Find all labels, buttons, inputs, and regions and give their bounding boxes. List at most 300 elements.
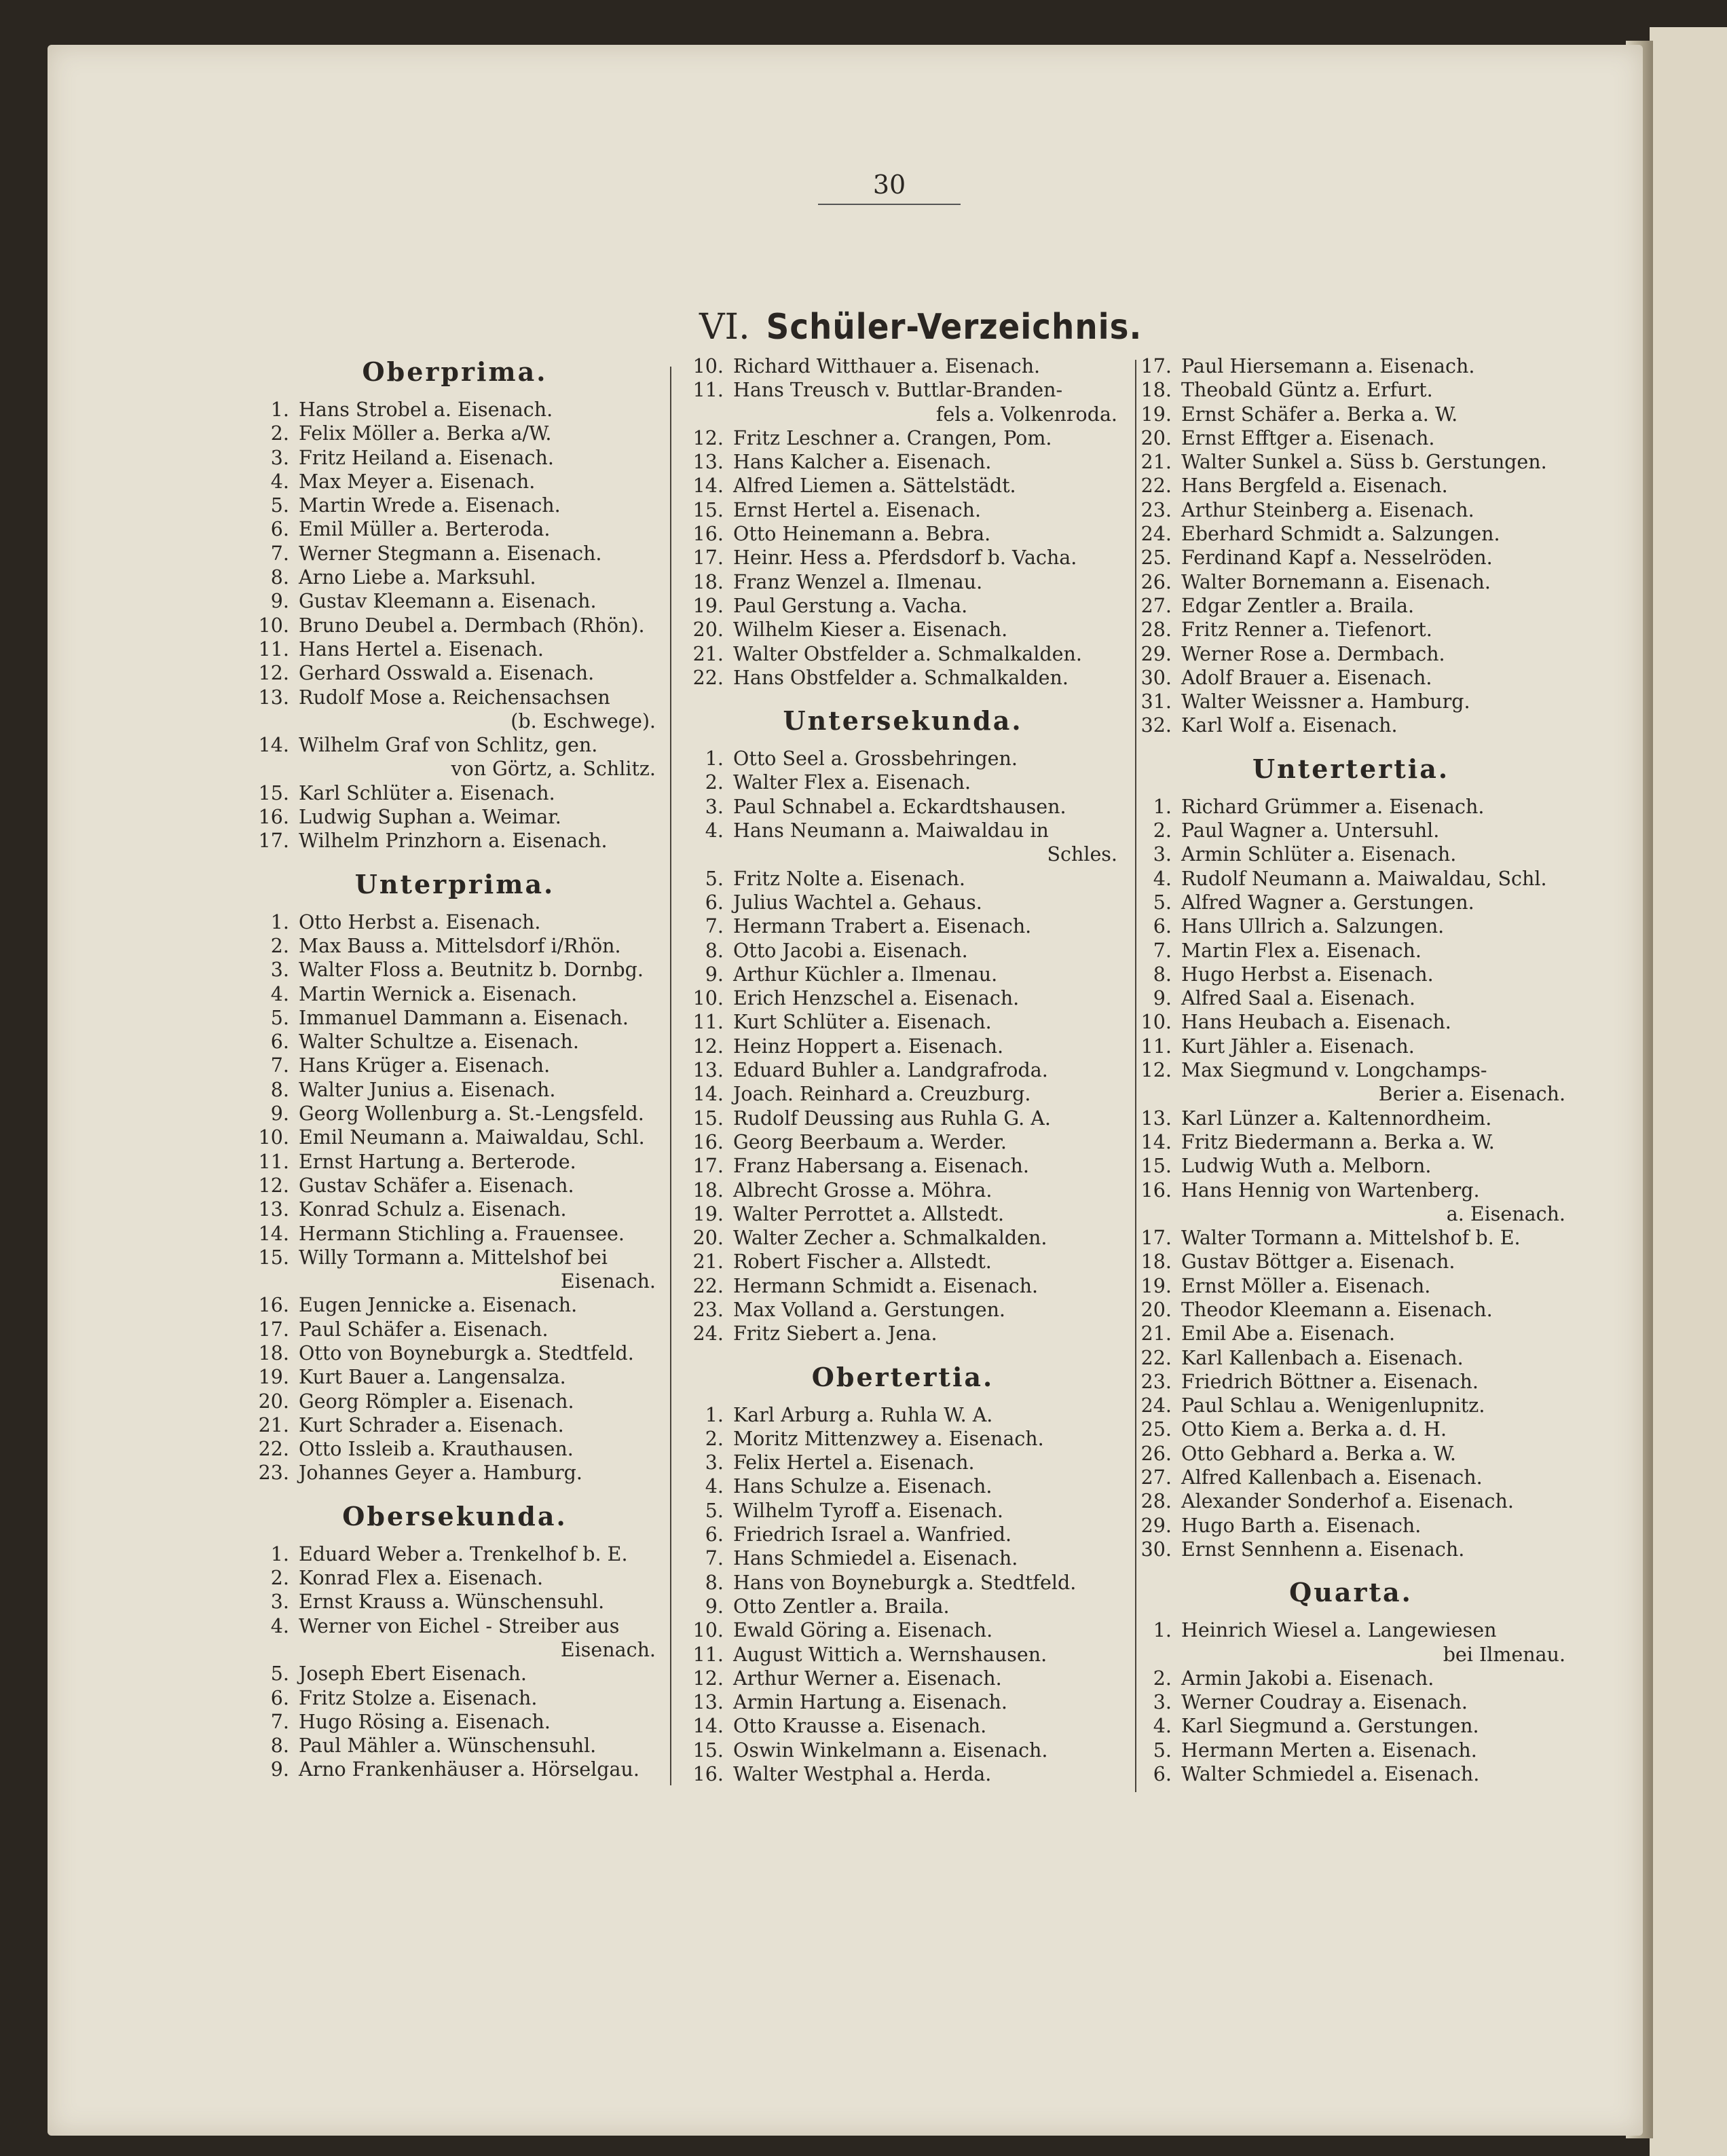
entry-number: 4.	[270, 1614, 289, 1637]
entry-number: 15.	[258, 1246, 289, 1269]
list-item	[251, 910, 658, 934]
entry-number: 9.	[705, 963, 724, 986]
entry-text: Hermann Trabert a. Eisenach.	[733, 915, 1032, 938]
entry-number: 14.	[258, 734, 289, 757]
entry-text: Werner Rose a. Dermbach.	[1181, 642, 1445, 665]
entry-number: 4.	[705, 819, 724, 842]
list-item	[1134, 1154, 1568, 1178]
list-item	[686, 1154, 1120, 1178]
entry-number: 20.	[692, 1227, 724, 1250]
entry-text: Emil Neumann a. Maiwaldau, Schl.	[299, 1126, 645, 1149]
entry-text: Walter Bornemann a. Eisenach.	[1181, 570, 1491, 593]
list-item	[251, 1197, 658, 1221]
list-item	[251, 934, 658, 958]
entry-text: Walter Weissner a. Hamburg.	[1181, 690, 1470, 713]
list-item	[686, 1202, 1120, 1226]
entry-text: Arthur Steinberg a. Eisenach.	[1181, 498, 1474, 521]
list-item	[686, 426, 1120, 450]
entry-number: 5.	[270, 1662, 289, 1686]
entry-number: 22.	[258, 1438, 289, 1461]
list-item	[251, 1006, 658, 1030]
list-item	[686, 1107, 1120, 1130]
list-item	[251, 982, 658, 1006]
entry-number: 5.	[705, 867, 724, 890]
entry-text: Karl Arburg a. Ruhla W. A.	[733, 1403, 993, 1426]
list-item	[686, 570, 1120, 594]
list-item	[686, 1546, 1120, 1570]
entry-text: Kurt Jähler a. Eisenach.	[1181, 1035, 1415, 1058]
entry-text: Alexander Sonderhof a. Eisenach.	[1181, 1490, 1514, 1513]
entry-number: 13.	[258, 686, 289, 709]
entry-text: Friedrich Böttner a. Eisenach.	[1181, 1370, 1479, 1393]
entry-text: Hans Treusch v. Buttlar-Branden-	[733, 379, 1063, 402]
entry-text: Otto von Boyneburgk a. Stedtfeld.	[299, 1341, 634, 1364]
entry-text: Heinr. Hess a. Pferdsdorf b. Vacha.	[733, 546, 1077, 570]
list-item	[1134, 1489, 1568, 1513]
list-item	[686, 747, 1120, 770]
entry-number: 21.	[692, 642, 724, 665]
entry-text: Otto Herbst a. Eisenach.	[299, 910, 541, 933]
entry-number: 2.	[270, 422, 289, 445]
entry-text: Karl Schlüter a. Eisenach.	[299, 781, 555, 804]
list-item	[251, 1102, 658, 1126]
entry-number: 31.	[1140, 690, 1172, 713]
entry-text: Kurt Schrader a. Eisenach.	[299, 1413, 564, 1436]
entry-text: Otto Krausse a. Eisenach.	[733, 1715, 987, 1738]
entry-number: 30.	[1140, 666, 1172, 689]
entry-text: Arthur Küchler a. Ilmenau.	[733, 963, 998, 986]
list-item	[1134, 1274, 1568, 1298]
entry-number: 13.	[258, 1198, 289, 1221]
entry-number: 14.	[258, 1222, 289, 1245]
list-item	[1134, 570, 1568, 594]
entry-text: Fritz Heiland a. Eisenach.	[299, 446, 554, 469]
list-item	[686, 1010, 1120, 1034]
entry-number: 3.	[1153, 1691, 1172, 1714]
entry-number: 5.	[1153, 891, 1172, 914]
entry-text: Karl Kallenbach a. Eisenach.	[1181, 1346, 1464, 1369]
list-item	[1134, 1035, 1568, 1058]
page-number: 30	[872, 170, 906, 200]
entry-number: 5.	[270, 1006, 289, 1029]
list-item	[1134, 450, 1568, 474]
list-item	[251, 542, 658, 565]
entry-number: 18.	[258, 1341, 289, 1364]
list-item	[251, 1390, 658, 1413]
entry-text: Oswin Winkelmann a. Eisenach.	[733, 1739, 1048, 1762]
list-item	[251, 1686, 658, 1710]
entry-number: 3.	[705, 795, 724, 818]
entry-number: 13.	[692, 451, 724, 474]
entry-text: Ludwig Suphan a. Weimar.	[299, 806, 561, 829]
entry-number: 15.	[692, 498, 724, 521]
entry-number: 2.	[270, 1567, 289, 1590]
entry-text: Konrad Schulz a. Eisenach.	[299, 1198, 567, 1221]
list-item	[1134, 867, 1568, 891]
entry-number: 16.	[692, 523, 724, 546]
entry-text: Hans Strobel a. Eisenach.	[299, 398, 553, 421]
entry-text: Armin Jakobi a. Eisenach.	[1181, 1667, 1434, 1690]
entry-text: Emil Müller a. Berteroda.	[299, 518, 551, 541]
entry-text: Heinrich Wiesel a. Langewiesen	[1181, 1619, 1497, 1642]
entry-text: Georg Beerbaum a. Werder.	[733, 1130, 1007, 1153]
entry-number: 7.	[270, 1710, 289, 1733]
entry-text: Heinz Hoppert a. Eisenach.	[733, 1035, 1004, 1058]
entry-number: 11.	[692, 1011, 724, 1034]
list-item	[686, 914, 1120, 938]
list-item	[251, 1662, 658, 1686]
entry-number: 3.	[270, 1591, 289, 1614]
entry-text: Martin Wrede a. Eisenach.	[299, 494, 561, 517]
entry-number: 5.	[270, 494, 289, 517]
entry-text: Otto Kiem a. Berka a. d. H.	[1181, 1418, 1447, 1441]
entry-number: 15.	[1140, 1155, 1172, 1178]
list-item	[1134, 1250, 1568, 1274]
entry-text: Wilhelm Tyroff a. Eisenach.	[733, 1499, 1003, 1522]
list-item	[1134, 1514, 1568, 1538]
list-item	[1134, 1618, 1568, 1642]
entry-text: Wilhelm Graf von Schlitz, gen.	[299, 734, 598, 757]
entry-number: 22.	[692, 1274, 724, 1297]
list-item	[686, 1714, 1120, 1738]
list-item	[1134, 642, 1568, 666]
adjacent-page	[1650, 27, 1727, 2156]
list-item	[1134, 1538, 1568, 1561]
entry-number: 6.	[705, 891, 724, 914]
list-item	[1134, 378, 1568, 402]
list-item	[686, 1427, 1120, 1451]
entry-number: 16.	[1140, 1178, 1172, 1202]
chapter-heading	[699, 307, 1143, 348]
entry-text: Hans Ullrich a. Salzungen.	[1181, 915, 1445, 938]
list-item	[1134, 1442, 1568, 1466]
list-item	[686, 1274, 1120, 1298]
entry-number: 3.	[1153, 843, 1172, 866]
column-2	[686, 354, 1120, 1786]
list-item	[1134, 522, 1568, 546]
list-item	[686, 1739, 1120, 1762]
list-item	[686, 1403, 1120, 1427]
entry-number: 18.	[692, 570, 724, 593]
entry-number: 14.	[692, 1715, 724, 1738]
list-item	[1134, 986, 1568, 1010]
list-item	[686, 1595, 1120, 1618]
entry-number: 24.	[1140, 523, 1172, 546]
list-item	[1134, 842, 1568, 866]
entry-continuation: von Görtz, a. Schlitz.	[451, 758, 656, 781]
list-item	[686, 618, 1120, 642]
entry-number: 20.	[1140, 426, 1172, 449]
list-item	[251, 494, 658, 517]
list-item	[251, 958, 658, 982]
entry-number: 12.	[258, 662, 289, 685]
entry-text: Walter Schmiedel a. Eisenach.	[1181, 1763, 1480, 1786]
list-item	[686, 1523, 1120, 1546]
entry-text: Arno Frankenhäuser a. Hörselgau.	[299, 1758, 639, 1781]
entry-text: Walter Zecher a. Schmalkalden.	[733, 1227, 1047, 1250]
entry-number: 18.	[1140, 1250, 1172, 1274]
entry-number: 1.	[270, 1542, 289, 1565]
list-item	[686, 642, 1120, 666]
entry-number: 18.	[692, 1178, 724, 1202]
list-item	[1134, 426, 1568, 450]
entry-number: 30.	[1140, 1538, 1172, 1561]
entry-number: 11.	[1140, 1035, 1172, 1058]
list-item	[1134, 1107, 1568, 1130]
entry-number: 4.	[1153, 1715, 1172, 1738]
entry-continuation: (b. Eschwege).	[510, 709, 656, 732]
section-title: Untertertia.	[1252, 753, 1450, 784]
list-item	[686, 378, 1120, 402]
entry-text: Felix Hertel a. Eisenach.	[733, 1451, 975, 1474]
entry-text: Theobald Güntz a. Erfurt.	[1181, 379, 1433, 402]
entry-number: 21.	[1140, 1322, 1172, 1345]
list-item	[686, 474, 1120, 498]
entry-number: 2.	[705, 771, 724, 794]
entry-number: 2.	[270, 934, 289, 957]
entry-number: 7.	[270, 542, 289, 565]
entry-number: 4.	[270, 982, 289, 1005]
entry-number: 19.	[692, 594, 724, 617]
entry-number: 12.	[692, 426, 724, 449]
entry-number: 7.	[705, 1547, 724, 1570]
list-item	[1134, 1298, 1568, 1322]
entry-number: 19.	[1140, 1274, 1172, 1297]
entry-number: 12.	[692, 1035, 724, 1058]
list-item	[251, 637, 658, 661]
list-item	[251, 1365, 658, 1389]
entry-text: Eduard Buhler a. Landgrafroda.	[733, 1059, 1048, 1082]
list-item	[1134, 666, 1568, 690]
list-item	[686, 1130, 1120, 1154]
list-item	[1134, 690, 1568, 713]
entry-number: 4.	[705, 1475, 724, 1498]
list-item	[1134, 819, 1568, 842]
entry-text: Joseph Ebert Eisenach.	[299, 1662, 527, 1686]
page-number-rule	[818, 204, 961, 205]
entry-text: Johannes Geyer a. Hamburg.	[299, 1462, 582, 1485]
entry-number: 7.	[705, 915, 724, 938]
list-item	[686, 1035, 1120, 1058]
list-item	[251, 1150, 658, 1174]
entry-text: Richard Grümmer a. Eisenach.	[1181, 795, 1485, 818]
entry-text: Emil Abe a. Eisenach.	[1181, 1322, 1396, 1345]
entry-number: 21.	[692, 1250, 724, 1274]
list-item	[1134, 1322, 1568, 1345]
list-item	[1134, 1762, 1568, 1786]
entry-number: 14.	[692, 1083, 724, 1106]
list-item	[686, 1499, 1120, 1523]
entry-number: 6.	[1153, 915, 1172, 938]
entry-number: 20.	[692, 618, 724, 642]
column-divider-left	[670, 367, 671, 1785]
entry-number: 12.	[1140, 1059, 1172, 1082]
entry-text: Hermann Merten a. Eisenach.	[1181, 1739, 1477, 1762]
entry-number: 9.	[270, 1758, 289, 1781]
list-item	[686, 867, 1120, 891]
entry-number: 21.	[1140, 451, 1172, 474]
list-item	[686, 522, 1120, 546]
list-item	[686, 498, 1120, 522]
list-item	[1134, 403, 1568, 426]
list-item	[1134, 1714, 1568, 1738]
list-item	[251, 1126, 658, 1149]
entry-text: Gustav Schäfer a. Eisenach.	[299, 1174, 574, 1197]
column-3	[1134, 354, 1568, 1786]
entry-text: Robert Fischer a. Allstedt.	[733, 1250, 992, 1274]
entry-number: 2.	[705, 1427, 724, 1450]
entry-number: 11.	[692, 1643, 724, 1666]
entry-number: 9.	[705, 1595, 724, 1618]
entry-continuation: Eisenach.	[560, 1270, 656, 1293]
section-title: Obertertia.	[811, 1361, 995, 1392]
entry-number: 8.	[705, 1571, 724, 1594]
list-item	[251, 1614, 658, 1638]
list-item	[251, 517, 658, 541]
entry-text: Gustav Kleemann a. Eisenach.	[299, 590, 597, 613]
chapter-number: VI.	[699, 307, 750, 348]
entry-text: Karl Wolf a. Eisenach.	[1181, 714, 1398, 737]
entry-number: 8.	[270, 566, 289, 589]
list-item	[686, 546, 1120, 570]
entry-number: 5.	[1153, 1739, 1172, 1762]
entry-continuation: Eisenach.	[560, 1638, 656, 1661]
list-item	[251, 1246, 658, 1269]
entry-number: 22.	[1140, 475, 1172, 498]
entry-text: Walter Floss a. Beutnitz b. Dornbg.	[299, 959, 644, 982]
list-item	[686, 1250, 1120, 1274]
list-item	[1134, 354, 1568, 378]
entry-text: Hugo Herbst a. Eisenach.	[1181, 963, 1434, 986]
entry-text: Adolf Brauer a. Eisenach.	[1181, 666, 1432, 689]
entry-number: 1.	[270, 398, 289, 421]
list-item	[686, 1451, 1120, 1474]
entry-number: 23.	[258, 1462, 289, 1485]
entry-text: Walter Tormann a. Mittelshof b. E.	[1181, 1227, 1521, 1250]
entry-text: Gerhard Osswald a. Eisenach.	[299, 662, 595, 685]
entry-text: Max Bauss a. Mittelsdorf i/Rhön.	[299, 934, 621, 957]
entry-number: 10.	[258, 614, 289, 637]
entry-text: Eberhard Schmidt a. Salzungen.	[1181, 523, 1500, 546]
entry-text: Erich Henzschel a. Eisenach.	[733, 987, 1020, 1010]
entry-number: 20.	[258, 1390, 289, 1413]
entry-continuation: Schles.	[1047, 843, 1117, 866]
entry-number: 14.	[692, 475, 724, 498]
list-item	[686, 1474, 1120, 1498]
entry-number: 4.	[270, 470, 289, 493]
section-title: Oberprima.	[362, 356, 548, 387]
entry-number: 23.	[692, 1298, 724, 1321]
list-item	[1134, 1690, 1568, 1714]
entry-continuation: a. Eisenach.	[1446, 1202, 1565, 1225]
entry-number: 16.	[692, 1763, 724, 1786]
entry-text: Armin Schlüter a. Eisenach.	[1181, 843, 1457, 866]
entry-text: Rudolf Deussing aus Ruhla G. A.	[733, 1107, 1051, 1130]
entry-number: 16.	[258, 806, 289, 829]
list-item	[251, 1413, 658, 1437]
entry-text: Hans Bergfeld a. Eisenach.	[1181, 475, 1448, 498]
entry-text: Paul Schäfer a. Eisenach.	[299, 1318, 549, 1341]
list-item	[251, 1461, 658, 1485]
entry-number: 3.	[270, 446, 289, 469]
section-title: Untersekunda.	[783, 705, 1023, 737]
entry-number: 7.	[270, 1054, 289, 1077]
entry-text: August Wittich a. Wernshausen.	[733, 1643, 1047, 1666]
entry-text: Ernst Krauss a. Wünschensuhl.	[299, 1591, 605, 1614]
list-item	[251, 686, 658, 709]
list-item	[686, 1690, 1120, 1714]
entry-text: Hans Hennig von Wartenberg.	[1181, 1178, 1480, 1202]
entry-text: Max Volland a. Gerstungen.	[733, 1298, 1005, 1321]
list-item	[251, 829, 658, 853]
entry-number: 1.	[1153, 795, 1172, 818]
list-item	[1134, 1739, 1568, 1762]
entry-text: Hans Kalcher a. Eisenach.	[733, 451, 992, 474]
list-item	[686, 1667, 1120, 1690]
list-item	[686, 594, 1120, 618]
list-item	[251, 446, 658, 470]
list-item	[1134, 1010, 1568, 1034]
entry-number: 17.	[258, 830, 289, 853]
entry-text: Wilhelm Kieser a. Eisenach.	[733, 618, 1008, 642]
section-title: Quarta.	[1289, 1577, 1413, 1608]
list-item	[251, 781, 658, 805]
entry-number: 6.	[705, 1523, 724, 1546]
entry-text: Hermann Stichling a. Frauensee.	[299, 1222, 625, 1245]
entry-number: 15.	[692, 1107, 724, 1130]
list-item	[1134, 795, 1568, 819]
list-item	[251, 1758, 658, 1781]
entry-text: Hans Krüger a. Eisenach.	[299, 1054, 551, 1077]
entry-continuation: fels a. Volkenroda.	[935, 403, 1117, 426]
entry-number: 10.	[692, 987, 724, 1010]
entry-number: 13.	[692, 1059, 724, 1082]
entry-text: Wilhelm Prinzhorn a. Eisenach.	[299, 830, 608, 853]
list-item	[251, 805, 658, 829]
entry-number: 3.	[705, 1451, 724, 1474]
list-item	[686, 1082, 1120, 1106]
entry-number: 17.	[258, 1318, 289, 1341]
list-item	[686, 963, 1120, 986]
entry-text: Hans Schmiedel a. Eisenach.	[733, 1547, 1018, 1570]
entry-number: 9.	[270, 590, 289, 613]
entry-number: 9.	[1153, 987, 1172, 1010]
entry-number: 9.	[270, 1102, 289, 1126]
entry-text: Otto Issleib a. Krauthausen.	[299, 1438, 574, 1461]
list-item	[251, 1293, 658, 1317]
entry-number: 11.	[258, 637, 289, 661]
entry-text: Immanuel Dammann a. Eisenach.	[299, 1006, 629, 1029]
entry-text: Georg Wollenburg a. St.-Lengsfeld.	[299, 1102, 644, 1126]
entry-number: 25.	[1140, 1418, 1172, 1441]
list-item	[686, 450, 1120, 474]
list-item	[1134, 594, 1568, 618]
entry-number: 10.	[1140, 1011, 1172, 1034]
entry-text: Georg Römpler a. Eisenach.	[299, 1390, 574, 1413]
entry-number: 15.	[692, 1739, 724, 1762]
entry-text: Theodor Kleemann a. Eisenach.	[1181, 1298, 1493, 1321]
entry-number: 28.	[1140, 618, 1172, 642]
list-item	[251, 661, 658, 685]
entry-number: 24.	[1140, 1394, 1172, 1417]
entry-number: 18.	[1140, 379, 1172, 402]
entry-continuation: bei Ilmenau.	[1443, 1643, 1565, 1666]
entry-text: Hans Obstfelder a. Schmalkalden.	[733, 666, 1069, 689]
entry-text: Karl Lünzer a. Kaltennordheim.	[1181, 1107, 1492, 1130]
entry-text: Eugen Jennicke a. Eisenach.	[299, 1294, 578, 1317]
entry-text: Arno Liebe a. Marksuhl.	[299, 566, 536, 589]
entry-text: Rudolf Mose a. Reichensachsen	[299, 686, 610, 709]
